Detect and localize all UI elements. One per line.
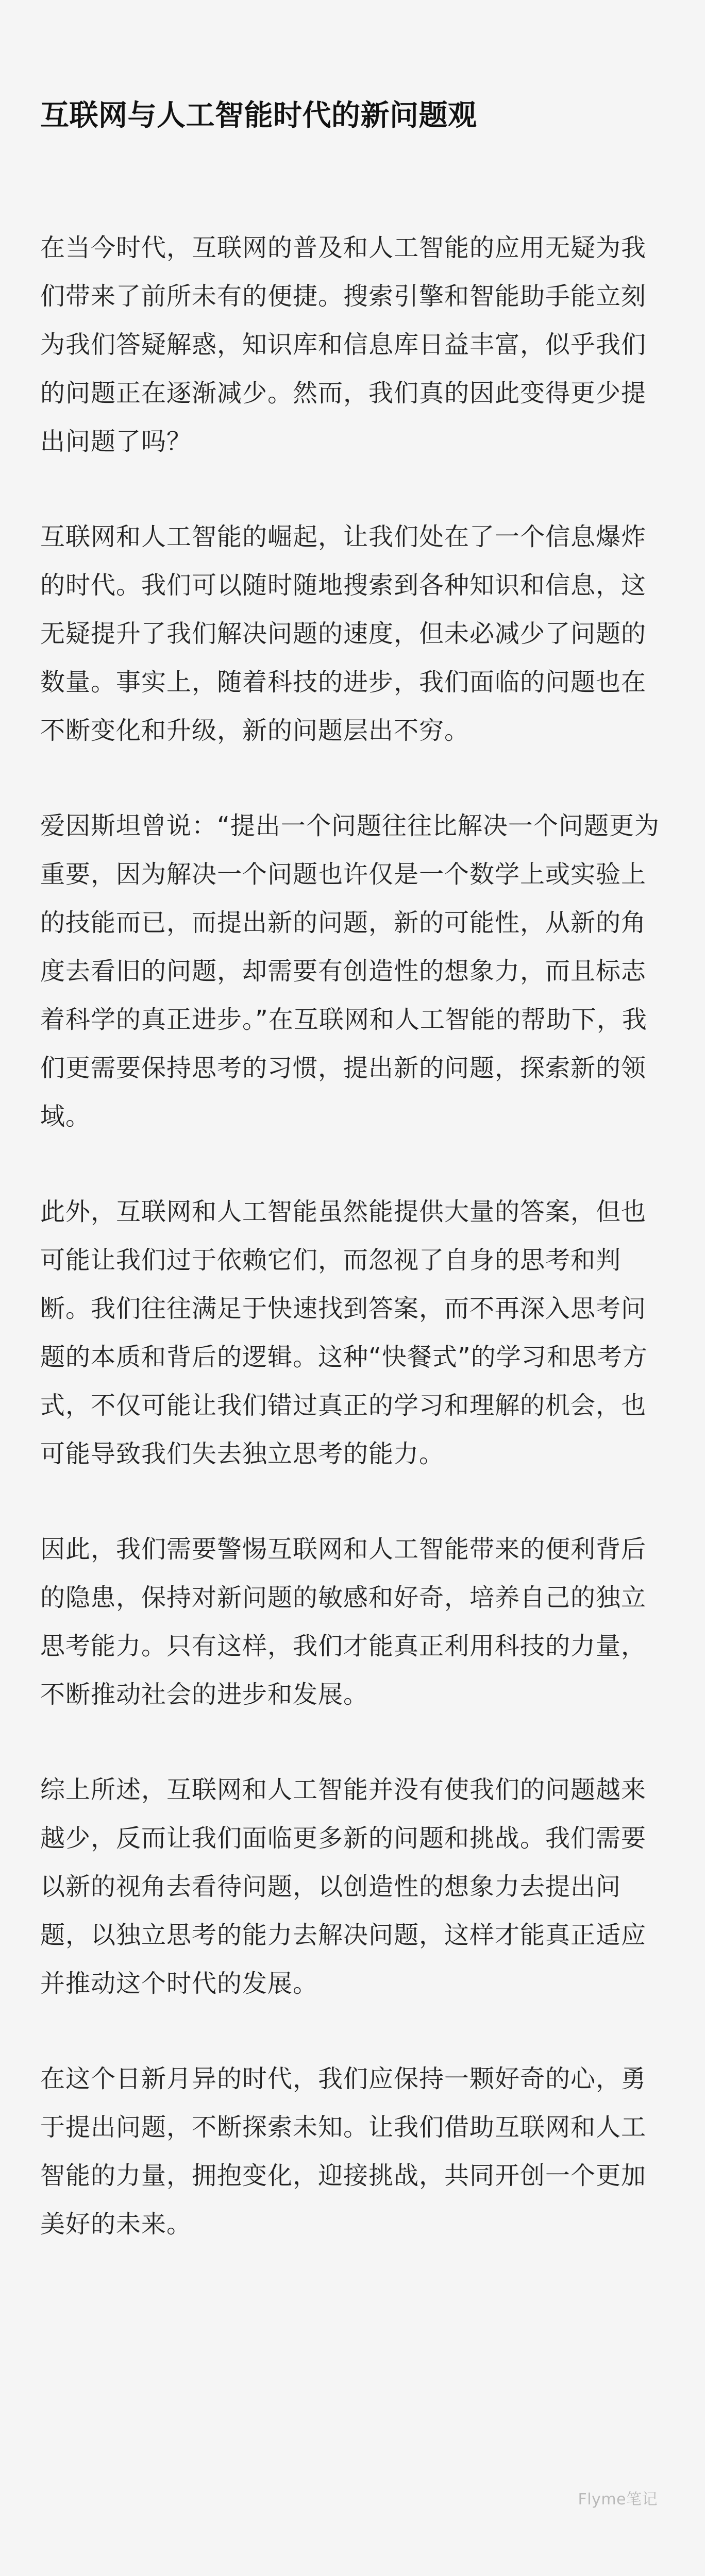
paragraph-4: 此外，互联网和人工智能虽然能提供大量的答案，但也可能让我们过于依赖它们，而忽视了自身的思考和判断。我们往往满足于快速找到答案，而不再深入思考问题的本质和背后的逻辑。这种“快餐式”的学习和思考方式，不仅可能让我们错过真正的学习和理解的机会，也可能导致我们失去独立思考的能力。 — [40, 1197, 648, 1468]
paragraph-1: 在当今时代，互联网的普及和人工智能的应用无疑为我们带来了前所未有的便捷。搜索引擎和智能助手能立刻为我们答疑解惑，知识库和信息库日益丰富，似乎我们的问题正在逐渐减少。然而，我们真的因此变得更少提出问题了吗？ — [40, 233, 647, 456]
note-title: 互联网与人工智能时代的新问题观 — [40, 99, 477, 132]
paragraph-7: 在这个日新月异的时代，我们应保持一颗好奇的心，勇于提出问题，不断探索未知。让我们借助互联网和人工智能的力量，拥抱变化，迎接挑战，共同开创一个更加美好的未来。 — [40, 2064, 647, 2239]
app-watermark: Flyme笔记 — [578, 2490, 658, 2509]
paragraph-5: 因此，我们需要警惕互联网和人工智能带来的便利背后的隐患，保持对新问题的敏感和好奇，培养自己的独立思考能力。只有这样，我们才能真正利用科技的力量，不断推动社会的进步和发展。 — [40, 1535, 647, 1709]
note-body — [40, 224, 665, 2248]
paragraph-3: 爱因斯坦曾说：“提出一个问题往往比解决一个问题更为重要，因为解决一个问题也许仅是一个数学上或实验上的技能而已，而提出新的问题，新的可能性，从新的角度去看旧的问题，却需要有创造性的想象力，而且标志着科学的真正进步。”在互联网和人工智能的帮助下，我们更需要保持思考的习惯，提出新的问题，探索新的领域。 — [40, 811, 660, 1131]
paragraph-6: 综上所述，互联网和人工智能并没有使我们的问题越来越少，反而让我们面临更多新的问题和挑战。我们需要以新的视角去看待问题，以创造性的想象力去提出问题，以独立思考的能力去解决问题，这样才能真正适应并推动这个时代的发展。 — [40, 1775, 647, 1998]
paragraph-2: 互联网和人工智能的崛起，让我们处在了一个信息爆炸的时代。我们可以随时随地搜索到各种知识和信息，这无疑提升了我们解决问题的速度，但未必减少了问题的数量。事实上，随着科技的进步，我们面临的问题也在不断变化和升级，新的问题层出不穷。 — [40, 522, 647, 745]
